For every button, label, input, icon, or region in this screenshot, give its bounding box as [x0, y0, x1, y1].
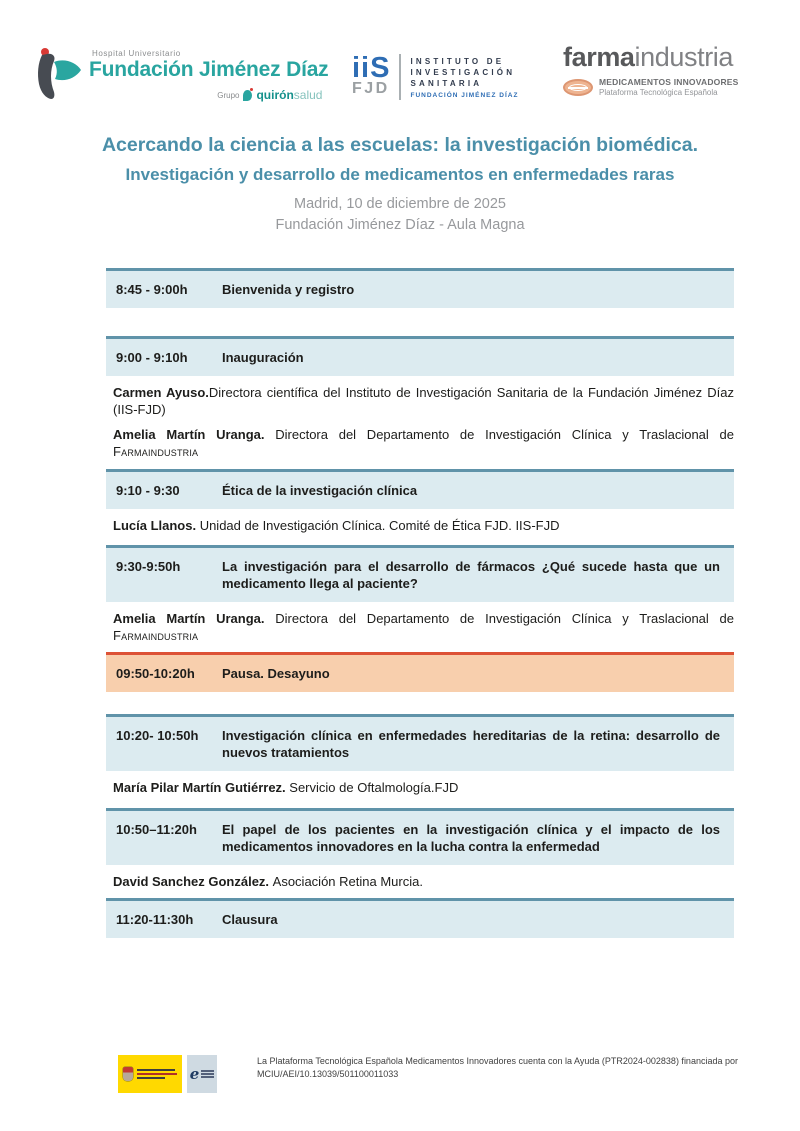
medicamentos-innovadores-line: [563, 77, 739, 97]
agenda-row-pausa: [106, 652, 734, 692]
agenda-row-inauguracion: [106, 336, 734, 376]
agenda-title: Ética de la investigación clínica: [222, 483, 418, 498]
speaker-role: Servicio de Oftalmología.FJD: [289, 780, 459, 795]
speaker-name: Lucía Llanos.: [113, 518, 200, 533]
spain-coat-of-arms-icon: [123, 1067, 133, 1081]
agenda-time: 10:20- 10:50h: [116, 728, 199, 743]
event-date: Madrid, 10 de diciembre de 2025: [294, 196, 506, 212]
aei-logo: [187, 1055, 217, 1093]
fjd-logo-icon: [28, 46, 84, 100]
speaker-role: Unidad de Investigación Clínica. Comité de Ética FJD. IIS-FJD: [199, 518, 560, 533]
speaker-line: [113, 873, 734, 890]
agenda-row-pacientes: [106, 808, 734, 865]
agenda-time: 8:45 - 9:00h: [116, 282, 188, 297]
iis-logo-text: [410, 56, 518, 99]
speaker-line: [113, 517, 734, 534]
speaker-line: [113, 779, 734, 796]
agenda-title: Pausa. Desayuno: [222, 666, 330, 681]
agenda-row-farmacos: [106, 545, 734, 602]
agenda-row-etica: [106, 469, 734, 509]
agenda: [106, 268, 734, 938]
farma-sub-text: [599, 77, 739, 97]
title-block: [0, 133, 800, 235]
agenda-time: 9:10 - 9:30: [116, 483, 180, 498]
speaker-role: Asociación Retina Murcia.: [272, 874, 423, 889]
speaker-name: Amelia Martín Uranga.: [113, 427, 276, 442]
speaker-role: Directora del Departamento de Investigación Clínica y Traslacional de: [275, 611, 735, 626]
quironsalud-icon: [243, 90, 252, 101]
agenda-title: Investigación clínica en enfermedades hereditarias de la retina: desarrollo de nuevos tratamientos: [222, 728, 720, 760]
speaker-name: Carmen Ayuso.: [113, 385, 209, 400]
industria-label: industria: [634, 42, 734, 72]
agenda-title: La investigación para el desarrollo de fármacos ¿Qué sucede hasta que un medicamento llega al paciente?: [222, 559, 720, 591]
fjd-logo-text: [89, 46, 328, 104]
speaker-line: [113, 384, 734, 418]
fjd-name-label: Fundación Jiménez Díaz: [89, 58, 329, 81]
agenda-title: Inauguración: [222, 350, 304, 365]
quiron-label: quirón: [256, 88, 294, 102]
iis-line4: FUNDACIÓN JIMÉNEZ DÍAZ: [410, 91, 519, 99]
ministry-text-lines: [137, 1067, 177, 1081]
speaker-line: [113, 426, 734, 460]
event-title: Acercando la ciencia a las escuelas: la investigación biomédica.: [101, 134, 699, 156]
footer-logos: [118, 1055, 217, 1093]
iis-acronym-top: iiS: [352, 52, 391, 84]
iis-line2: INVESTIGACIÓN: [410, 67, 516, 77]
spain-government-logo: [118, 1055, 182, 1093]
agenda-title: El papel de los pacientes en la investigación clínica y el impacto de los medicamentos innovadores en la lucha contra la enfermedad: [222, 822, 720, 854]
speaker-role: Directora del Departamento de Investigación Clínica y Traslacional de: [275, 427, 735, 442]
funding-note-line2: MCIU/AEI/10.13039/501100011033: [257, 1068, 399, 1079]
speaker-name: María Pilar Martín Gutiérrez.: [113, 780, 290, 795]
quironsalud-group-line: [89, 86, 328, 104]
funding-note: [257, 1055, 769, 1080]
iis-acronym: [352, 52, 391, 98]
plataforma-label: Plataforma Tecnológica Española: [599, 88, 718, 97]
speaker-role: Directora científica del Instituto de Investigación Sanitaria de la Fundación Jiménez Díaz (IIS-FJD): [113, 385, 734, 417]
agenda-row-welcome: [106, 268, 734, 308]
event-subtitle: Investigación y desarrollo de medicamentos en enfermedades raras: [125, 165, 675, 184]
salud-label: salud: [293, 88, 323, 102]
speaker-name: Amelia Martín Uranga.: [113, 611, 276, 626]
iis-divider: [399, 54, 401, 100]
aei-text-lines: [201, 1069, 214, 1080]
agenda-time: 10:50–11:20h: [116, 822, 197, 837]
speaker-line: [113, 610, 734, 644]
funding-note-line1: La Plataforma Tecnológica Española Medicamentos Innovadores cuenta con la Ayuda (PTR2024-002838) financiada por: [257, 1056, 738, 1066]
agenda-row-clausura: [106, 898, 734, 938]
iis-acronym-bottom: FJD: [352, 80, 390, 97]
farma-bold-label: farma: [563, 42, 635, 72]
speaker-name: David Sanchez González.: [113, 874, 273, 889]
medicamentos-innovadores-label: MEDICAMENTOS INNOVADORES: [599, 77, 739, 87]
speaker-org: Farmaindustria: [113, 628, 199, 643]
fjd-hospital-logo: [28, 46, 328, 104]
iis-line1: INSTITUTO DE: [410, 56, 505, 66]
grupo-label: Grupo: [217, 90, 240, 100]
iis-line3: SANITARIA: [410, 78, 483, 88]
event-venue: Fundación Jiménez Díaz - Aula Magna: [275, 217, 525, 233]
agenda-time: 9:00 - 9:10h: [116, 350, 188, 365]
farmaindustria-brand: [563, 42, 739, 72]
agenda-row-retina: [106, 714, 734, 771]
agenda-time: 11:20-11:30h: [116, 912, 194, 927]
aei-e-icon: e: [189, 1065, 200, 1083]
medicine-ring-icon: [563, 79, 593, 96]
speaker-org: Farmaindustria: [113, 444, 199, 459]
iis-fjd-logo: [352, 54, 518, 100]
agenda-time: 09:50-10:20h: [116, 666, 195, 681]
agenda-title: Bienvenida y registro: [222, 282, 355, 297]
farmaindustria-logo: [563, 42, 739, 97]
agenda-time: 9:30-9:50h: [116, 559, 181, 574]
fjd-hospital-label: Hospital Universitario: [92, 49, 181, 58]
agenda-title: Clausura: [222, 912, 278, 927]
